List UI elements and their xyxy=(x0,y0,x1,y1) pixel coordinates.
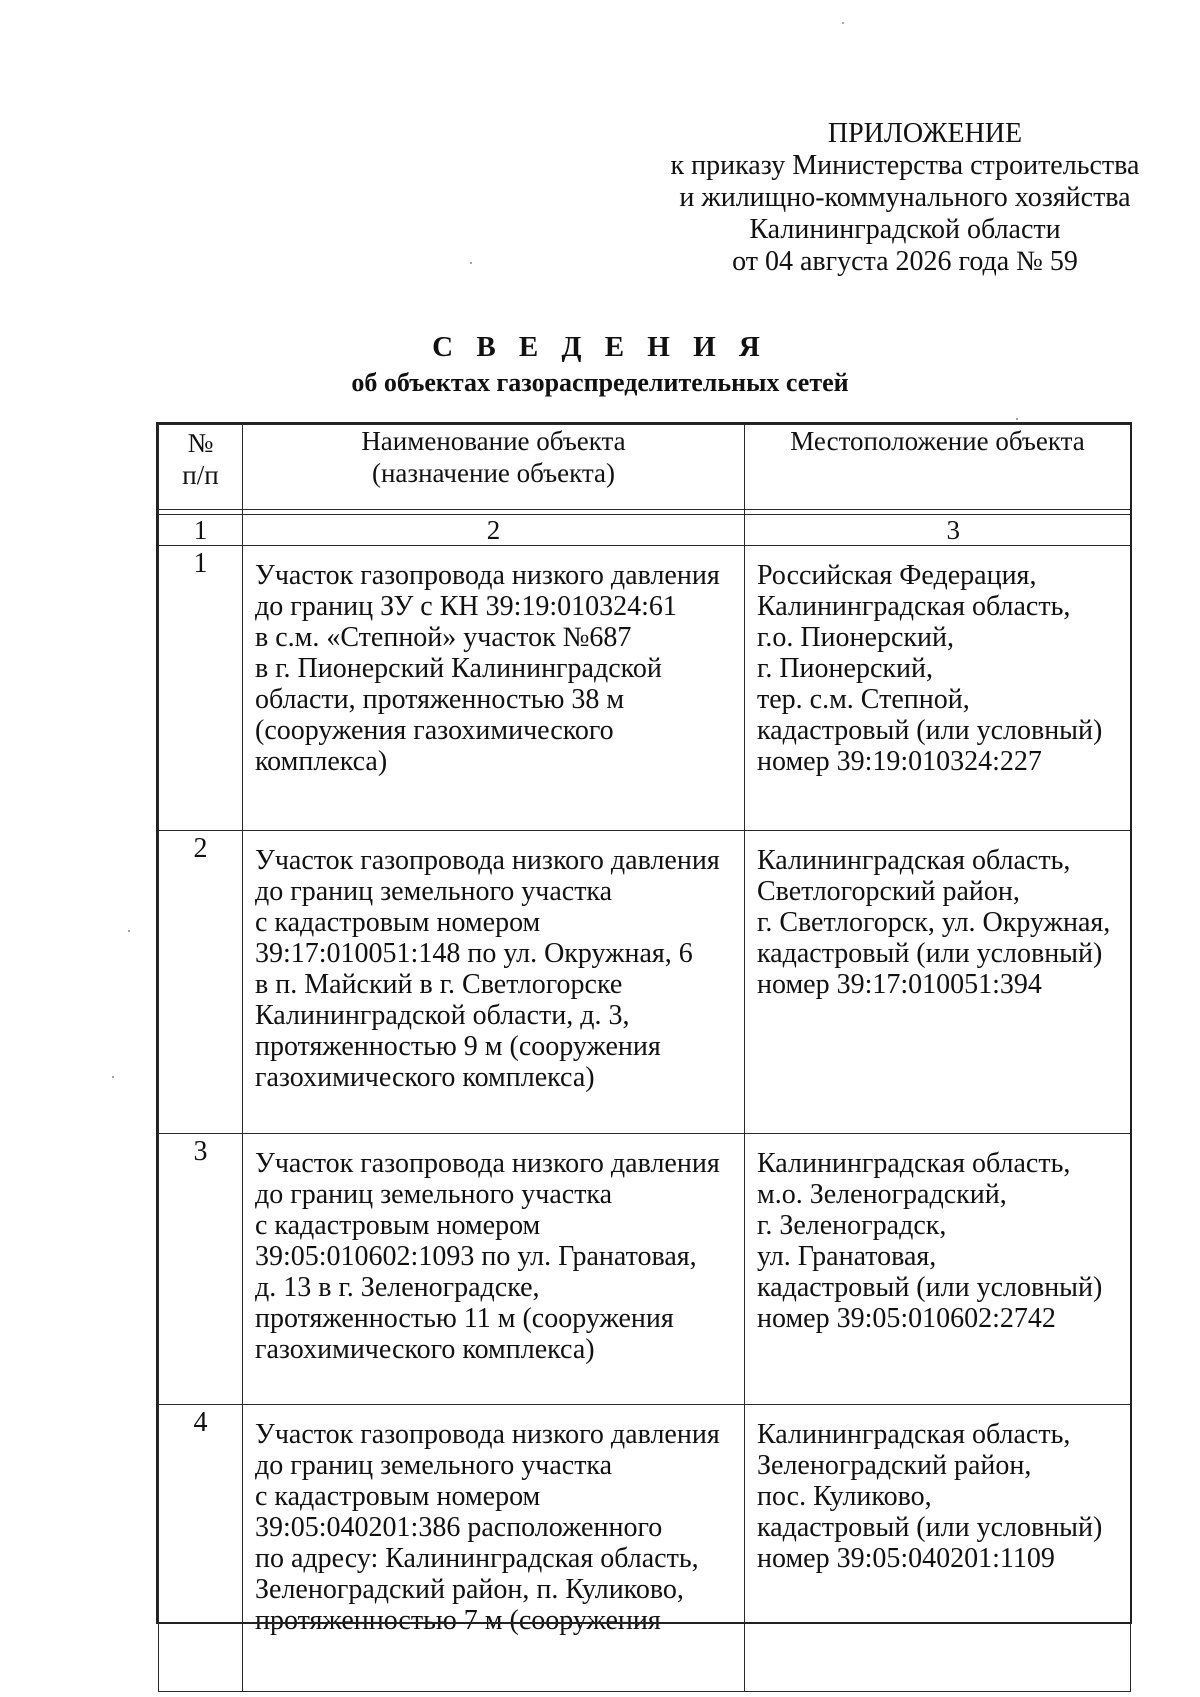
objects-table xyxy=(158,424,1131,1692)
object-location-line: г.о. Пионерский, xyxy=(757,622,954,653)
header-location-text: Местоположение объекта xyxy=(790,426,1085,456)
object-location-line: г. Светлогорск, ул. Окружная, xyxy=(757,907,1111,938)
object-name-line: с кадастровым номером xyxy=(255,1481,541,1512)
header-object-location xyxy=(745,425,1131,510)
object-name-line: 39:17:010051:148 по ул. Окружная, 6 xyxy=(255,938,693,969)
row-number: 3 xyxy=(159,1134,243,1405)
column-index: 1 xyxy=(159,515,243,546)
appendix-line: и жилищно-коммунального хозяйства xyxy=(679,182,1131,213)
table-row xyxy=(159,546,1131,831)
header-object-name xyxy=(243,425,745,510)
object-name-line: 39:05:010602:1093 по ул. Гранатовая, xyxy=(255,1241,697,1272)
object-name-line: 39:05:040201:386 расположенного xyxy=(255,1512,663,1543)
column-index-row xyxy=(159,515,1131,546)
object-name-cell xyxy=(243,546,745,831)
object-name-cell xyxy=(243,1134,745,1405)
table-row xyxy=(159,1134,1131,1405)
object-name-line: с кадастровым номером xyxy=(255,907,541,938)
object-location-line: г. Пионерский, xyxy=(757,653,933,684)
object-name-line: комплекса) xyxy=(255,746,388,777)
object-location-line: пос. Куликово, xyxy=(757,1481,932,1512)
object-location-line: тер. с.м. Степной, xyxy=(757,684,970,715)
object-name-line: Участок газопровода низкого давления xyxy=(255,1419,720,1450)
scan-speck xyxy=(112,1076,114,1078)
object-name-line: протяженностью 11 м (сооружения xyxy=(255,1303,674,1334)
row-number: 1 xyxy=(159,546,243,831)
object-name-line: до границ ЗУ с КН 39:19:010324:61 xyxy=(255,591,677,622)
object-location-line: кадастровый (или условный) xyxy=(757,1512,1103,1543)
object-location-cell xyxy=(745,1134,1131,1405)
scan-speck xyxy=(128,930,130,932)
object-location-cell xyxy=(745,546,1131,831)
object-name-line: Участок газопровода низкого давления xyxy=(255,560,720,591)
column-index: 3 xyxy=(745,515,1131,546)
object-name-cell xyxy=(243,831,745,1134)
object-name-line: до границ земельного участка xyxy=(255,1179,613,1210)
object-name-line: по адресу: Калининградская область, xyxy=(255,1543,699,1574)
scan-speck xyxy=(470,262,472,264)
object-location-line: номер 39:17:010051:394 xyxy=(757,969,1042,1000)
appendix-title: ПРИЛОЖЕНИЕ xyxy=(827,118,1023,149)
appendix-line: Калининградской области xyxy=(749,214,1061,245)
object-location-line: Калининградская область, xyxy=(757,1419,1071,1450)
object-name-line: газохимического комплекса) xyxy=(255,1334,595,1365)
column-index: 2 xyxy=(243,515,745,546)
document-title-sub: об объектах газораспределительных сетей xyxy=(351,368,849,397)
object-name-line: в п. Майский в г. Светлогорске xyxy=(255,969,623,1000)
object-name-line: Калининградской области, д. 3, xyxy=(255,1000,630,1031)
object-location-line: Российская Федерация, xyxy=(757,560,1037,591)
object-name-line: протяженностью 7 м (сооружения xyxy=(255,1605,661,1636)
object-location-line: Зеленоградский район, xyxy=(757,1450,1032,1481)
object-location-line: м.о. Зеленоградский, xyxy=(757,1179,1007,1210)
table-header-row xyxy=(159,425,1131,510)
header-number-abbr: п/п xyxy=(182,460,219,490)
object-location-line: Калининградская область, xyxy=(757,845,1071,876)
header-number xyxy=(159,425,243,510)
object-location-cell xyxy=(745,1405,1131,1692)
object-name-line: Зеленоградский район, п. Куликово, xyxy=(255,1574,684,1605)
document-title xyxy=(300,330,900,400)
table-row xyxy=(159,831,1131,1134)
header-number-symbol: № xyxy=(187,428,214,458)
object-name-line: в г. Пионерский Калининградской xyxy=(255,653,662,684)
object-name-line: протяженностью 9 м (сооружения xyxy=(255,1031,661,1062)
appendix-line: от 04 августа 2026 года № 59 xyxy=(732,246,1078,277)
object-location-line: номер 39:05:040201:1109 xyxy=(757,1543,1055,1574)
object-name-line: до границ земельного участка xyxy=(255,1450,613,1481)
header-object-name-line: Наименование объекта xyxy=(361,426,626,456)
object-name-line: газохимического комплекса) xyxy=(255,1062,595,1093)
object-name-line: области, протяженностью 38 м xyxy=(255,684,625,715)
object-name-line: в с.м. «Степной» участок №687 xyxy=(255,622,632,653)
object-name-line: д. 13 в г. Зеленоградске, xyxy=(255,1272,540,1303)
header-object-purpose-line: (назначение объекта) xyxy=(371,458,615,488)
object-name-cell xyxy=(243,1405,745,1692)
objects-table-container xyxy=(156,422,1132,1636)
object-location-line: кадастровый (или условный) xyxy=(757,1272,1103,1303)
row-number: 2 xyxy=(159,831,243,1134)
appendix-block xyxy=(640,118,1170,278)
document-title-main: С В Е Д Е Н И Я xyxy=(432,331,768,363)
object-location-line: номер 39:05:010602:2742 xyxy=(757,1303,1056,1334)
object-location-line: Калининградская область, xyxy=(757,591,1071,622)
row-number: 4 xyxy=(159,1405,243,1692)
object-location-line: кадастровый (или условный) xyxy=(757,938,1103,969)
scan-speck xyxy=(842,22,844,24)
object-location-line: номер 39:19:010324:227 xyxy=(757,746,1042,777)
object-name-line: Участок газопровода низкого давления xyxy=(255,1148,720,1179)
object-location-cell xyxy=(745,831,1131,1134)
object-location-line: Светлогорский район, xyxy=(757,876,1020,907)
object-location-line: ул. Гранатовая, xyxy=(757,1241,937,1272)
object-name-line: с кадастровым номером xyxy=(255,1210,541,1241)
appendix-line: к приказу Министерства строительства xyxy=(670,150,1140,181)
scan-speck xyxy=(1016,418,1018,420)
table-row xyxy=(159,1405,1131,1692)
object-location-line: кадастровый (или условный) xyxy=(757,715,1103,746)
object-name-line: до границ земельного участка xyxy=(255,876,613,907)
object-name-line: Участок газопровода низкого давления xyxy=(255,845,720,876)
object-name-line: (сооружения газохимического xyxy=(255,715,614,746)
object-location-line: г. Зеленоградск, xyxy=(757,1210,947,1241)
object-location-line: Калининградская область, xyxy=(757,1148,1071,1179)
